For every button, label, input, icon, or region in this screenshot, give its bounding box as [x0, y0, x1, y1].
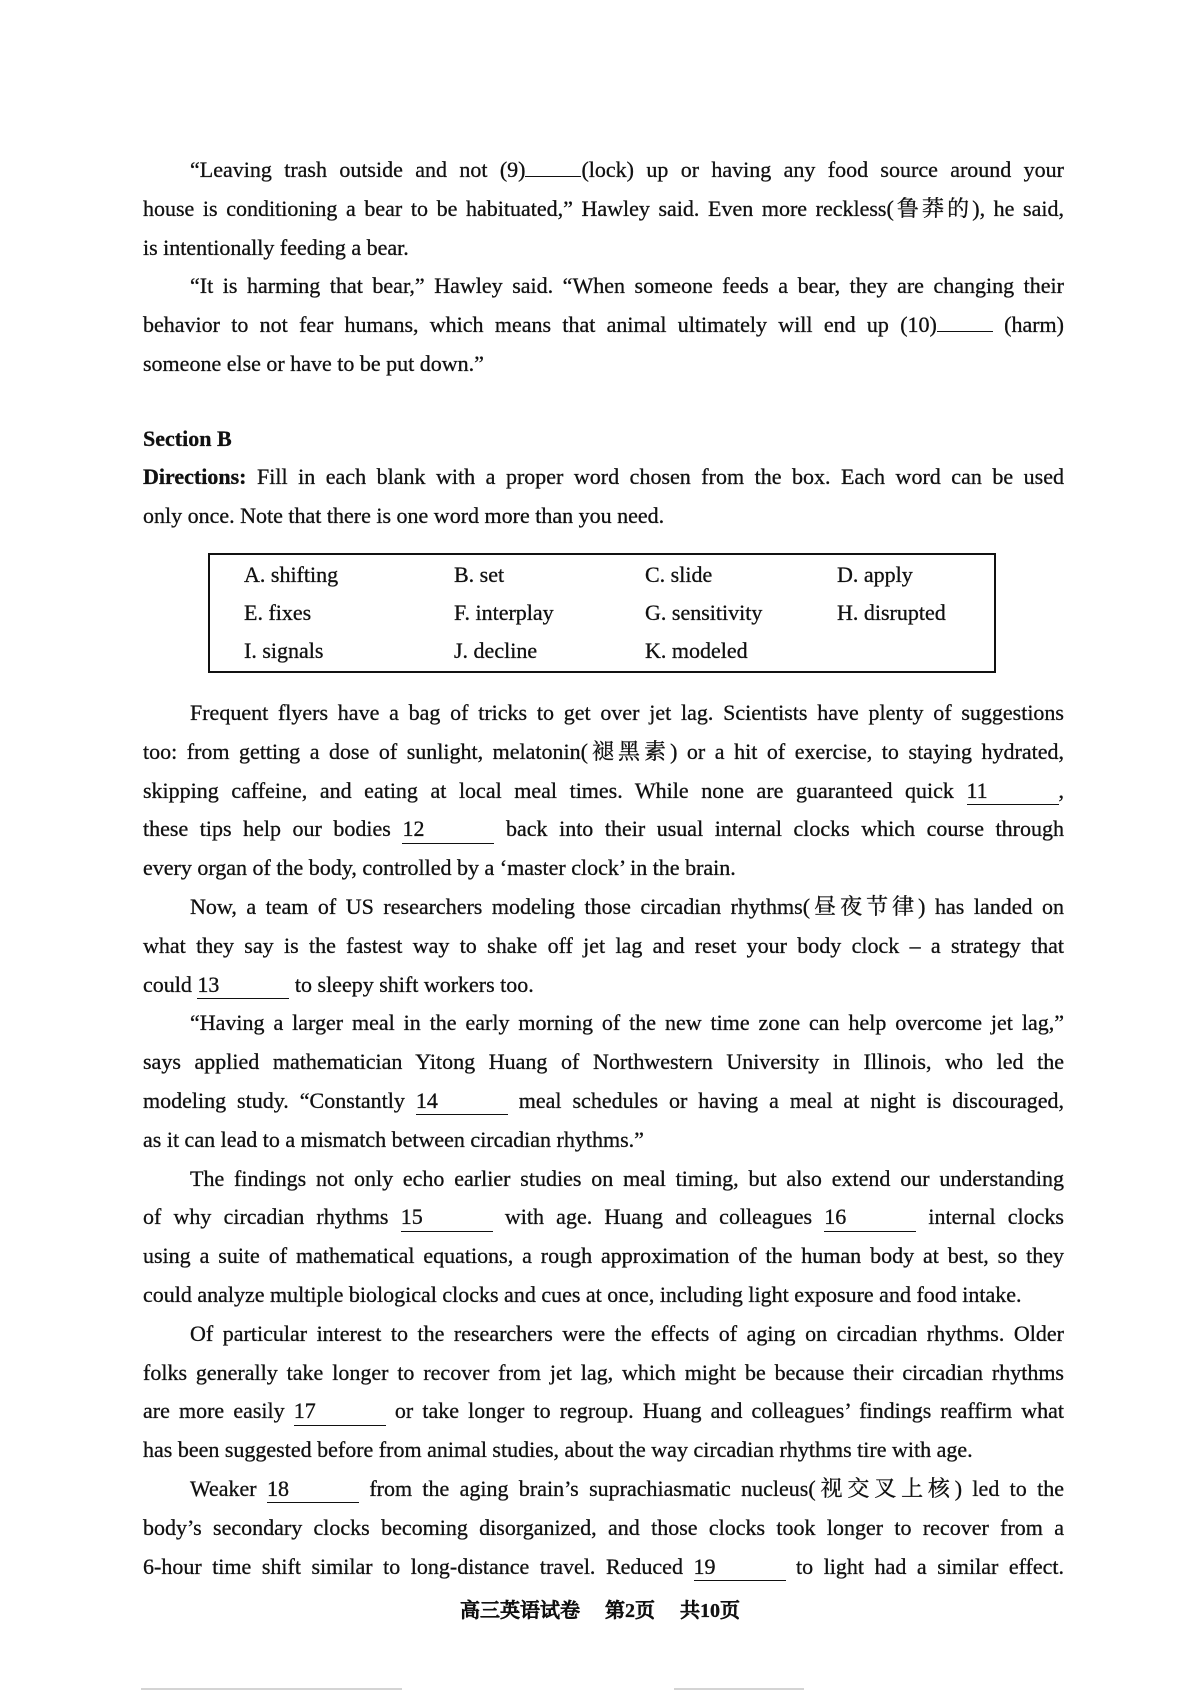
page-footer	[0, 1592, 1200, 1630]
text-run: back into their usual internal clocks which course through	[494, 816, 1064, 842]
text-run: could analyze multiple biological clocks and cues at once, including light exposure and food intake.	[143, 1281, 1022, 1307]
directions-text: only once. Note that there is one word more than you need.	[143, 503, 665, 529]
text-run: are more easily	[143, 1398, 294, 1424]
directions-label: Directions:	[143, 464, 247, 490]
text-run: “Having a larger meal in the early morning of the new time zone can help overcome jet lag,”	[190, 1010, 1064, 1036]
text-run: “It is harming that bear,” Hawley said. “When someone feeds a bear, they are changing their	[190, 273, 1064, 299]
text-run: is intentionally feeding a bear.	[143, 234, 409, 260]
answer-blank	[525, 175, 581, 177]
text-line	[143, 267, 1064, 306]
text-line	[143, 810, 1064, 849]
text-run: behavior to not fear humans, which means that animal ultimately will end up (10)	[143, 312, 937, 338]
text-line	[143, 1392, 1064, 1431]
text-line	[143, 1004, 1064, 1043]
paragraph	[143, 888, 1064, 1004]
text-run: body’s secondary clocks becoming disorganized, and those clocks took longer to recover from a	[143, 1514, 1064, 1540]
directions	[143, 458, 1064, 536]
text-line	[143, 1276, 1064, 1315]
text-line	[143, 229, 1064, 268]
word-option: J. decline	[454, 638, 538, 663]
paragraph	[143, 267, 1064, 383]
directions-line	[143, 458, 1064, 497]
word-box	[208, 553, 996, 673]
text-line	[143, 1315, 1064, 1354]
scan-edge-line	[674, 1688, 804, 1690]
word-option: A. shifting	[244, 562, 339, 587]
text-run: what they say is the fastest way to shake off jet lag and reset your body clock – a strategy that	[143, 932, 1064, 958]
section-a-passage	[143, 151, 1064, 384]
text-line	[143, 1431, 1064, 1470]
text-run: has been suggested before from animal studies, about the way circadian rhythms tire with age.	[143, 1437, 973, 1463]
paragraph	[143, 1315, 1064, 1470]
text-run: 6-hour time shift similar to long-distance travel. Reduced	[143, 1553, 694, 1579]
text-run: Weaker	[190, 1475, 267, 1501]
text-run: using a suite of mathematical equations, a rough approximation of the human body at best, so they	[143, 1243, 1064, 1269]
text-line	[143, 1082, 1064, 1121]
answer-blank	[937, 330, 993, 332]
paragraph	[143, 1160, 1064, 1315]
text-line	[143, 1354, 1064, 1393]
text-run: these tips help our bodies	[143, 816, 403, 842]
text-run: to sleepy shift workers too.	[289, 971, 534, 997]
answer-blank: 11	[967, 779, 1059, 805]
answer-blank: 12	[402, 817, 494, 843]
paragraph	[143, 1470, 1064, 1586]
word-option: H. disrupted	[837, 600, 946, 625]
text-run: house is conditioning a bear to be habituated,” Hawley said. Even more reckless(鲁莽的), he said,	[143, 195, 1064, 221]
text-run: says applied mathematician Yitong Huang of Northwestern University in Illinois, who led the	[143, 1049, 1064, 1075]
directions-line	[143, 497, 1064, 536]
text-run: internal clocks	[916, 1204, 1064, 1230]
text-run: someone else or have to be put down.”	[143, 350, 484, 376]
text-line	[143, 306, 1064, 345]
word-option: C. slide	[645, 562, 713, 587]
text-run: to light had a similar effect.	[785, 1553, 1064, 1579]
text-line	[143, 345, 1064, 384]
text-run: The findings not only echo earlier studies on meal timing, but also extend our understanding	[190, 1165, 1064, 1191]
text-run: Now, a team of US researchers modeling those circadian rhythms(昼夜节律) has landed on	[190, 893, 1064, 919]
text-line	[143, 1160, 1064, 1199]
section-heading: Section B	[143, 426, 232, 451]
text-run: “Leaving trash outside and not (9)	[190, 157, 526, 182]
text-run: (harm)	[992, 312, 1064, 338]
answer-blank: 16	[824, 1205, 916, 1231]
answer-blank: 13	[197, 973, 289, 999]
word-option: G. sensitivity	[645, 600, 763, 625]
word-option: K. modeled	[645, 638, 748, 663]
text-line	[143, 888, 1064, 927]
paragraph	[143, 694, 1064, 888]
text-line	[143, 151, 1064, 190]
word-option: I. signals	[244, 638, 324, 663]
text-run: of why circadian rhythms	[143, 1204, 401, 1230]
footer-title: 高三英语试卷	[460, 1600, 580, 1622]
text-run: with age. Huang and colleagues	[492, 1204, 825, 1230]
answer-blank: 14	[416, 1089, 508, 1115]
section-b-passage	[143, 694, 1064, 1586]
text-line	[143, 733, 1064, 772]
text-run: every organ of the body, controlled by a ‘master clock’ in the brain.	[143, 855, 736, 881]
text-line	[143, 1198, 1064, 1237]
text-run: meal schedules or having a meal at night is discouraged,	[507, 1087, 1064, 1113]
text-run: Of particular interest to the researchers were the effects of aging on circadian rhythms. Older	[190, 1320, 1064, 1346]
text-run: as it can lead to a mismatch between circadian rhythms.”	[143, 1126, 644, 1152]
text-line	[143, 772, 1064, 811]
text-line	[143, 1237, 1064, 1276]
text-run: too: from getting a dose of sunlight, melatonin(褪黑素) or a hit of exercise, to staying hydrated,	[143, 738, 1064, 764]
text-run: could	[143, 971, 198, 997]
text-run: modeling study. “Constantly	[143, 1087, 416, 1113]
word-option: F. interplay	[454, 600, 554, 625]
paragraph	[143, 151, 1064, 267]
text-line	[143, 849, 1064, 888]
text-line	[143, 966, 1064, 1005]
footer-page-number: 第2页	[605, 1600, 655, 1622]
text-line	[143, 1043, 1064, 1082]
text-line	[143, 1470, 1064, 1509]
directions-text: Fill in each blank with a proper word chosen from the box. Each word can be used	[257, 464, 1065, 490]
text-run: ,	[1058, 777, 1064, 803]
footer-page-total: 共10页	[680, 1600, 740, 1622]
word-option: E. fixes	[244, 600, 312, 625]
text-line	[143, 1121, 1064, 1160]
text-line	[143, 927, 1064, 966]
answer-blank: 18	[267, 1477, 359, 1503]
text-line	[143, 190, 1064, 229]
text-line	[143, 1548, 1064, 1587]
answer-blank: 15	[401, 1205, 493, 1231]
word-option: D. apply	[837, 562, 913, 587]
text-run: skipping caffeine, and eating at local meal times. While none are guaranteed quick	[143, 777, 967, 803]
scan-edge-line	[141, 1688, 402, 1690]
answer-blank: 17	[294, 1399, 386, 1425]
text-line	[143, 1509, 1064, 1548]
answer-blank: 19	[694, 1555, 786, 1581]
word-option: B. set	[454, 562, 505, 587]
text-run: or take longer to regroup. Huang and colleagues’ findings reaffirm what	[385, 1398, 1065, 1424]
text-run: (lock) up or having any food source around your	[581, 157, 1064, 182]
text-run: folks generally take longer to recover from jet lag, which might be because their circadian rhythms	[143, 1359, 1064, 1385]
paragraph	[143, 1004, 1064, 1159]
text-line	[143, 694, 1064, 733]
text-run: Frequent flyers have a bag of tricks to get over jet lag. Scientists have plenty of suggestions	[190, 700, 1064, 725]
text-run: from the aging brain’s suprachiasmatic nucleus(视交叉上核) led to the	[358, 1475, 1064, 1501]
